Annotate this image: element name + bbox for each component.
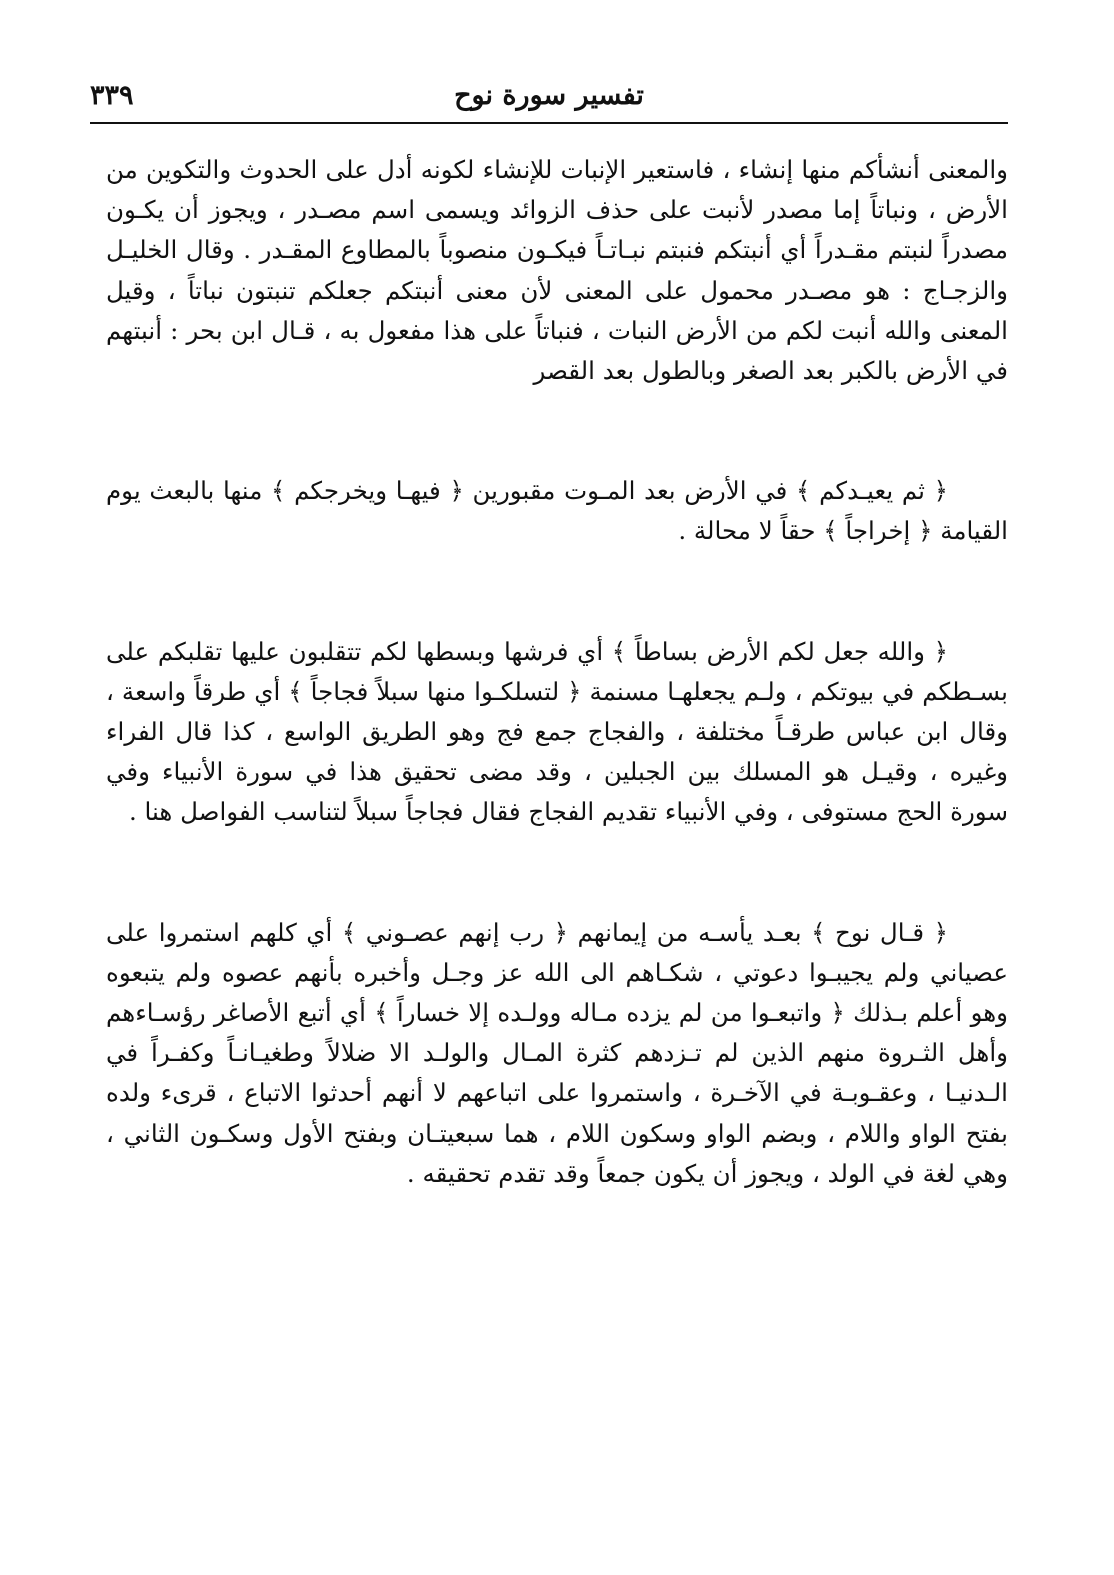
paragraph-1: والمعنى أنشأكم منها إنشاء ، فاستعير الإنبات للإنشاء لكونه أدل على الحدوث والتكوين من الأرض ، ونباتاً إما مصدر لأنبت على حذف الزوائد ويسمى اسم مصـدر ، ويجوز أن يكـون مصدراً لنبتم مقـدراً أي أنبتكم فنبتم نبـاتـاً فيكـون منصوباً بالمطاوع المقـدر . وقال الخليـل والزجـاج : هو مصـدر محمول على المعنى لأن معنى أنبتكم جعلكم تنبتون نباتاً ، وقيل المعنى والله أنبت لكم من الأرض النبات ، فنباتاً على هذا مفعول به ، قـال ابن بحر : أنبتهم في الأرض بالكبر بعد الصغر وبالطول بعد القصر <box>106 155 1008 386</box>
paragraph-2: ﴿ ثم يعيـدكم ﴾ في الأرض بعد المـوت مقبورين ﴿ فيهـا ويخرجكم ﴾ منها بالبعث يوم القيامة ﴿ إخراجاً ﴾ حقاً لا محالة . <box>106 476 1008 546</box>
header-rule <box>90 122 1008 124</box>
body-text <box>106 150 1008 1194</box>
running-header <box>90 74 1008 124</box>
paragraph-4: ﴿ قـال نوح ﴾ بعـد يأسـه من إيمانهم ﴿ رب إنهم عصـوني ﴾ أي كلهم استمروا على عصياني ولم يجيبـوا دعوتي ، شكـاهم الى الله عز وجـل وأخبره بأنهم عصوه ولم يتبعوه وهو أعلم بـذلك ﴿ واتبعـوا من لم يزده مـاله وولـده إلا خساراً ﴾ أي أتبع الأصاغر رؤسـاءهم وأهل الثـروة منهم الذين لم تـزدهم كثرة المـال والولـد الا ضلالاً وطغيـانـاً وكفـراً في الـدنيـا ، وعقـوبـة في الآخـرة ، واستمروا على اتباعهم لا أنهم أحدثوا الاتباع ، قرىء ولده بفتح الواو واللام ، وبضم الواو وسكون اللام ، هما سبعيتـان وبفتح الأول وسكـون الثاني ، وهي لغة في الولد ، ويجوز أن يكون جمعاً وقد تقدم تحقيقه . <box>106 917 1008 1188</box>
page-number: ٣٣٩ <box>90 80 134 111</box>
running-title: تفسير سورة نوح <box>454 80 644 111</box>
paragraph-3: ﴿ والله جعل لكم الأرض بساطاً ﴾ أي فرشها وبسطها لكم تتقلبون عليها تقلبكم على بسـطكم في بيوتكم ، ولـم يجعلهـا مسنمة ﴿ لتسلكـوا منها سبلاً فجاجاً ﴾ أي طرقاً واسعة ، وقال ابن عباس طرقـاً مختلفة ، والفجاج جمع فج وهو الطريق الواسع ، كذا قال الفراء وغيره ، وقيـل هو المسلك بين الجبلين ، وقد مضى تحقيق هذا في سورة الأنبياء وفي سورة الحج مستوفى ، وفي الأنبياء تقديم الفجاج فقال فجاجاً سبلاً لتناسب الفواصل هنا . <box>106 636 1008 827</box>
